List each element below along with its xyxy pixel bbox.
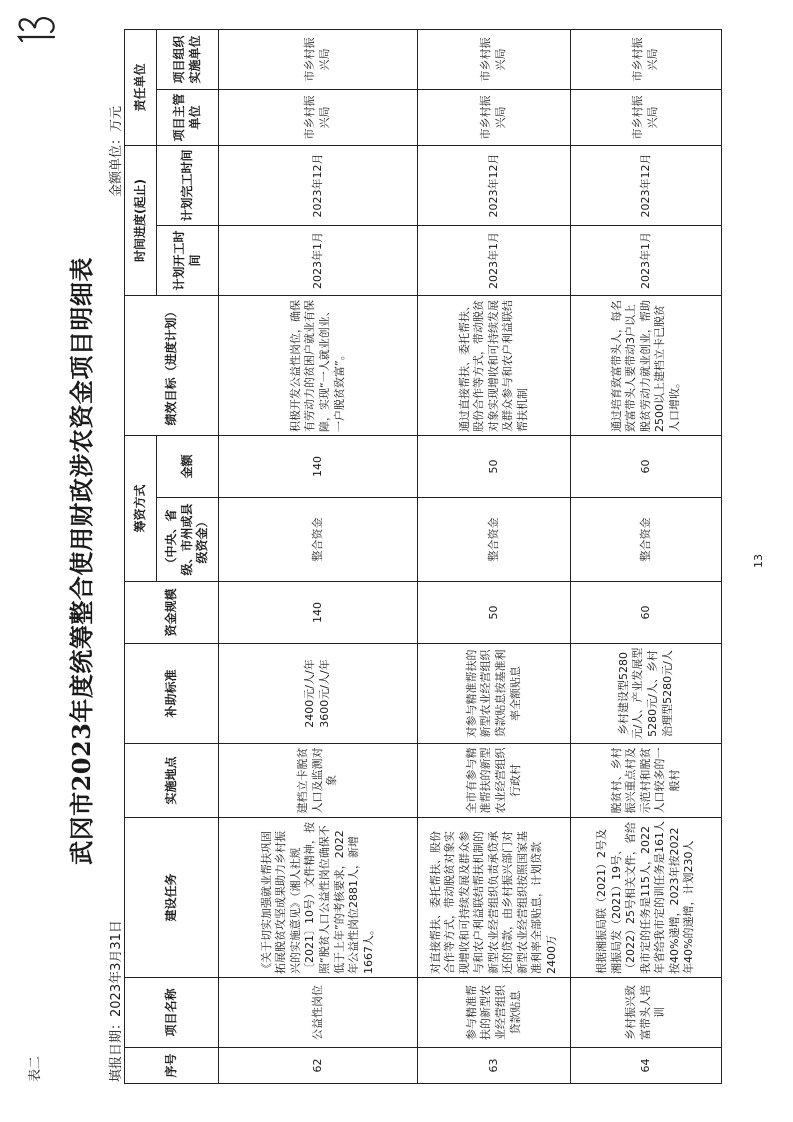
- fill-date: 填报日期：2023年3月31日: [109, 920, 124, 1082]
- cell-subsidy: 乡村建设型5280元/人、产业发展型5280元/人、乡村治理型5280元/人: [571, 644, 722, 744]
- col-header-progress: 时间进度(起止): [125, 145, 157, 295]
- cell-target: 通过培育致富带头人，每名致富带头人要带动3户以上脱贫劳动力就业创业，帮助2500以上建档立卡已脱贫人口增收。: [571, 295, 722, 435]
- cell-location: 建档立卡脱贫人口及监测对象: [219, 744, 418, 818]
- col-header-funding: 筹资方式: [125, 435, 157, 581]
- col-header-target: 绩效目标（进度计划）: [125, 295, 219, 435]
- cell-subsidy: 2400元/人/年 3600元/人/年: [219, 644, 418, 744]
- table-row: [219, 29, 418, 1083]
- cell-location: 脱贫村、乡村振兴重点村及示范村和脱贫人口较多的一般村: [571, 744, 722, 818]
- col-header-funding-amount: 金额: [157, 435, 219, 497]
- col-header-responsibility: 责任单位: [125, 29, 157, 145]
- col-header-seq: 序号: [125, 1048, 219, 1084]
- col-header-end: 计划完工时间: [157, 145, 219, 225]
- cell-seq: 63: [418, 1048, 571, 1084]
- table-row: [571, 29, 722, 1083]
- handwritten-page-number-icon: [14, 13, 60, 47]
- col-header-start: 计划开工时间: [157, 225, 219, 295]
- document-label: 表二: [28, 1055, 43, 1082]
- cell-supervisor: 市乡村振兴局: [571, 89, 722, 145]
- cell-location: 全市有参与精准帮扶的新型农业经营组织行政村: [418, 744, 571, 818]
- cell-end: 2023年12月: [418, 145, 571, 225]
- cell-implementer: 市乡村振兴局: [571, 29, 722, 89]
- cell-implementer: 市乡村振兴局: [219, 29, 418, 89]
- cell-implementer: 市乡村振兴局: [418, 29, 571, 89]
- col-header-funding-source: （中央、省级、市州或县级资金）: [157, 498, 219, 582]
- cell-end: 2023年12月: [219, 145, 418, 225]
- cell-funding-source: 整合资金: [219, 498, 418, 582]
- header-row-1: [125, 29, 157, 1083]
- cell-funding-amount: 140: [219, 435, 418, 497]
- col-header-subsidy: 补助标准: [125, 644, 219, 744]
- col-header-task: 建设任务: [125, 818, 219, 978]
- cell-subsidy: 对参与精准帮扶的新型农业经营组织贷款贴息按基准利率全额贴息: [418, 644, 571, 744]
- cell-name: 乡村振兴致富带头人培训: [571, 978, 722, 1048]
- cell-start: 2023年1月: [571, 225, 722, 295]
- cell-name: 公益性岗位: [219, 978, 418, 1048]
- col-header-name: 项目名称: [125, 978, 219, 1048]
- cell-scale: 50: [418, 582, 571, 644]
- cell-end: 2023年12月: [571, 145, 722, 225]
- cell-funding-source: 整合资金: [571, 498, 722, 582]
- project-detail-table: [124, 29, 722, 1084]
- cell-target: 通过直接帮扶、委托帮扶、股份合作等方式，带动脱贫对象实现增收和可持续发展及群众参与和农户利益联结帮扶机制: [418, 295, 571, 435]
- cell-funding-source: 整合资金: [418, 498, 571, 582]
- cell-scale: 60: [571, 582, 722, 644]
- cell-supervisor: 市乡村振兴局: [219, 89, 418, 145]
- cell-scale: 140: [219, 582, 418, 644]
- cell-task: 《关于切实加强就业帮扶巩固拓展脱贫攻坚成果助力乡村振兴的实施意见》（湘人社规〔2021〕10号）文件精神，按照“脱贫人口公益性岗位确保不低于上年”的考核要求，2022年公益性岗位2881人，新增1667人。: [219, 818, 418, 978]
- col-header-implementer: 项目组织实施单位: [157, 29, 219, 89]
- cell-start: 2023年1月: [219, 225, 418, 295]
- col-header-location: 实施地点: [125, 744, 219, 818]
- cell-seq: 64: [571, 1048, 722, 1084]
- page-number: 13: [752, 554, 765, 568]
- cell-funding-amount: 50: [418, 435, 571, 497]
- cell-task: 根据湘振局联（2021）2号及湘振局发（2021）19号、（2022）25号相关文件，省给我市定的任务是115人，2022年省给我市定的训任务是161人按40%递增，2023年按2022年40%的递增，计划230人: [571, 818, 722, 978]
- cell-supervisor: 市乡村振兴局: [418, 89, 571, 145]
- cell-name: 参与精准帮扶的新型农业经营组织贷款贴息: [418, 978, 571, 1048]
- table-row: [418, 29, 571, 1083]
- cell-start: 2023年1月: [418, 225, 571, 295]
- cell-target: 积极开发公益性岗位，确保有劳动力的贫困户就业有保障，实现“一人就业创业、一户脱贫致富”。: [219, 295, 418, 435]
- cell-seq: 62: [219, 1048, 418, 1084]
- col-header-scale: 资金规模: [125, 582, 219, 644]
- cell-funding-amount: 60: [571, 435, 722, 497]
- page-title: 武冈市2023年度统筹整合使用财政涉农资金项目明细表: [67, 257, 96, 865]
- amount-unit: 金额单位：万元: [109, 105, 124, 197]
- cell-task: 对直接帮扶、委托帮扶、股份合作等方式，带动脱贫对象实现增收和可持续发展及群众参与和农户利益联结帮扶机制的新型农业经营组织负责承贷承还的贷款，由乡村振兴部门对新型农业经营组织按照国家基准利率全部贴息，计划贷款2400万: [418, 818, 571, 978]
- col-header-supervisor: 项目主管单位: [157, 89, 219, 145]
